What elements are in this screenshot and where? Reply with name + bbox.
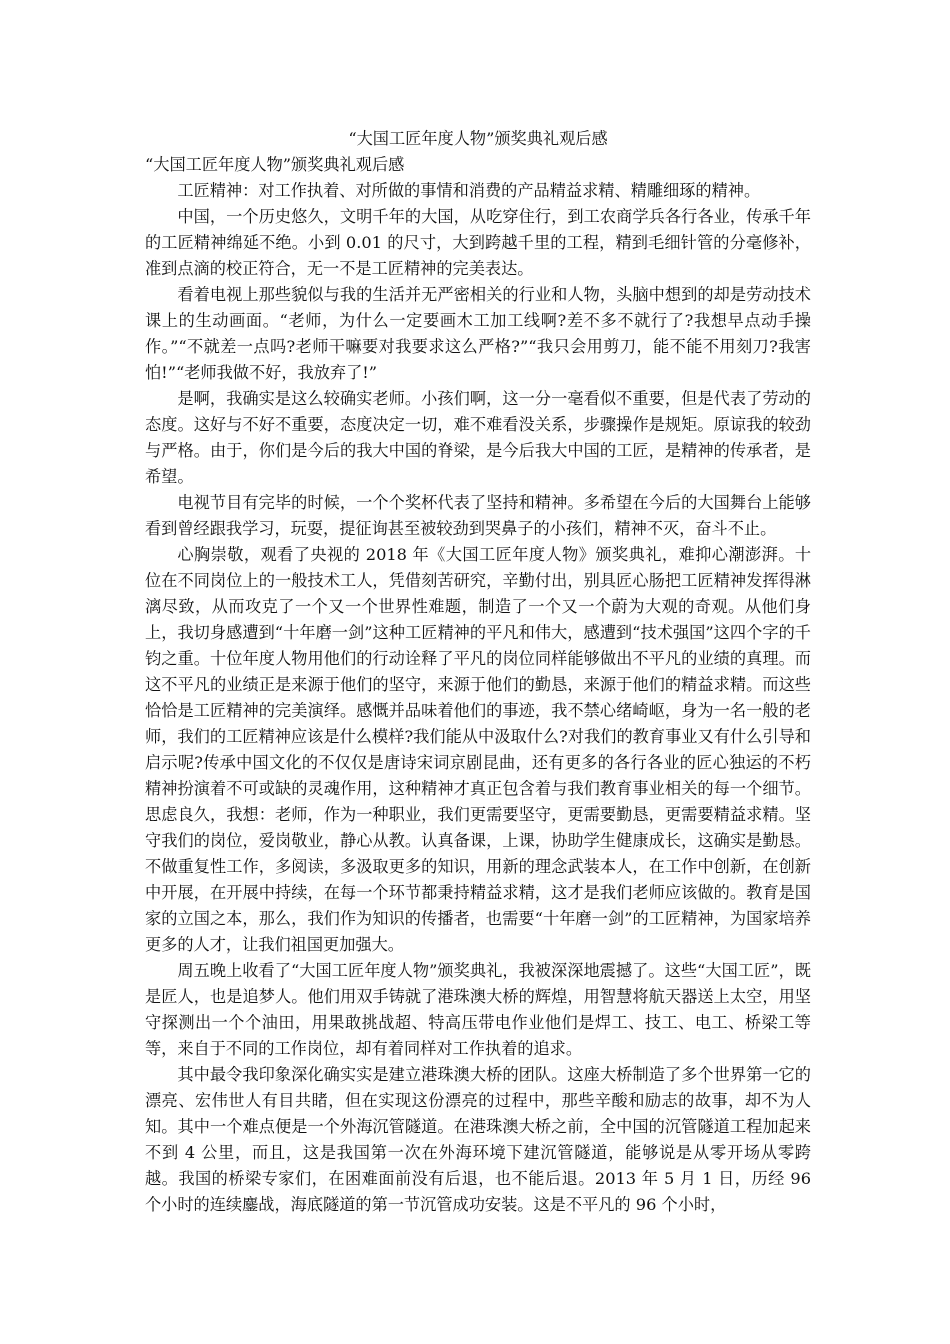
document-subtitle: “大国工匠年度人物”颁奖典礼观后感 [145,155,405,174]
paragraph-ceremony-review: 心胸崇敬，观看了央视的 2018 年《大国工匠年度人物》颁奖典礼，难抑心潮澎湃。十位在不同岗位上的一般技术工人，凭借刻苦研究，辛勤付出，别具匠心肠把工匠精神发挥得淋漓尽致，从而攻克了一个又一个世界性难题，制造了一个又一个蔚为大观的奇观。从他们身上，我切身感遭到“十年磨一剑”这种工匠精神的平凡和伟大，感遭到“技术强国”这四个字的千钧之重。十位年度人物用他们的行动诠释了平凡的岗位同样能够做出不平凡的业绩的真理。而这不平凡的业绩正是来源于他们的坚守，来源于他们的勤恳，来源于他们的精益求精。而这些恰恰是工匠精神的完美演绎。感慨并品味着他们的事迹，我不禁心绪崎岖，身为一名一般的老师，我们的工匠精神应该是什么模样?我们能从中汲取什么?对我们的教育事业又有什么引导和启示呢?传承中国文化的不仅仅是唐诗宋词京剧昆曲，还有更多的各行各业的匠心独运的不朽精神扮演着不可或缺的灵魂作用，这种精神才真正包含着与我们教育事业相关的每一个细节。思虑良久，我想：老师，作为一种职业，我们更需要坚守，更需要勤恳，更需要精益求精。坚守我们的岗位，爱岗敬业，静心从教。认真备课，上课，协助学生健康成长，这确实是勤恳。不做重复性工作，多阅读，多汲取更多的知识，用新的理念武装本人，在工作中创新，在创新中开展，在开展中持续，在每一个环节都秉持精益求精，这才是我们老师应该做的。教育是国家的立国之本，那么，我们作为知识的传播者，也需要“十年磨一剑”的工匠精神，为国家培养更多的人才，让我们祖国更加强大。 [145,545,811,954]
paragraph-friday-viewing: 周五晚上收看了“大国工匠年度人物”颁奖典礼，我被深深地震撼了。这些“大国工匠”，既是匠人，也是追梦人。他们用双手铸就了港珠澳大桥的辉煌，用智慧将航天器送上太空，用坚守探测出一个个油田，用果敢挑战超、特高压带电作业他们是焊工、技工、电工、桥梁工等等，来自于不同的工作岗位，却有着同样对工作执着的追求。 [145,961,811,1058]
paragraph-china-tradition: 中国，一个历史悠久，文明千年的大国，从吃穿住行，到工农商学兵各行各业，传承千年的工匠精神绵延不绝。小到 0.01 的尺寸，大到跨越千里的工程，精到毛细针管的分毫修补，准到点滴的校正符合，无一不是工匠精神的完美表达。 [145,207,811,278]
paragraph-classroom-memory: 看着电视上那些貌似与我的生活并无严密相关的行业和人物，头脑中想到的却是劳动技术课上的生动画面。“老师，为什么一定要画木工加工线啊?差不多不就行了?我想早点动手操作。”“不就差一点吗?老师干嘛要对我要求这么严格?”“我只会用剪刀，能不能不用刻刀?我害怕!”“老师我做不好，我放弃了!” [145,285,811,382]
document-title: “大国工匠年度人物”颁奖典礼观后感 [348,129,608,148]
paragraph-hope: 电视节目有完毕的时候，一个个奖杯代表了坚持和精神。多希望在今后的大国舞台上能够看到曾经跟我学习，玩耍，提征询甚至被较劲到哭鼻子的小孩们，精神不灭，奋斗不止。 [145,493,811,538]
paragraph-definition: 工匠精神：对工作执着、对所做的事情和消费的产品精益求精、精雕细琢的精神。 [177,181,761,200]
document-body [145,126,811,1218]
paragraph-bridge-team: 其中最令我印象深化确实实是建立港珠澳大桥的团队。这座大桥制造了多个世界第一它的漂亮、宏伟世人有目共睹，但在实现这份漂亮的过程中，那些辛酸和励志的故事，却不为人知。其中一个难点便是一个外海沉管隧道。在港珠澳大桥之前，全中国的沉管隧道工程加起来不到 4 公里，而且，这是我国第一次在外海环境下建沉管隧道，能够说是从零开场从零跨越。我国的桥梁专家们，在困难面前没有后退，也不能后退。2013 年 5 月 1 日，历经 96 个小时的连续鏖战，海底隧道的第一节沉管成功安装。这是不平凡的 96 个小时， [145,1065,811,1214]
paragraph-teacher-reflection: 是啊，我确实是这么较确实老师。小孩们啊，这一分一毫看似不重要，但是代表了劳动的态度。这好与不好不重要，态度决定一切，难不难看没关系，步骤操作是规矩。原谅我的较劲与严格。由于，你们是今后的我大中国的脊梁，是今后我大中国的工匠，是精神的传承者，是希望。 [145,389,811,486]
